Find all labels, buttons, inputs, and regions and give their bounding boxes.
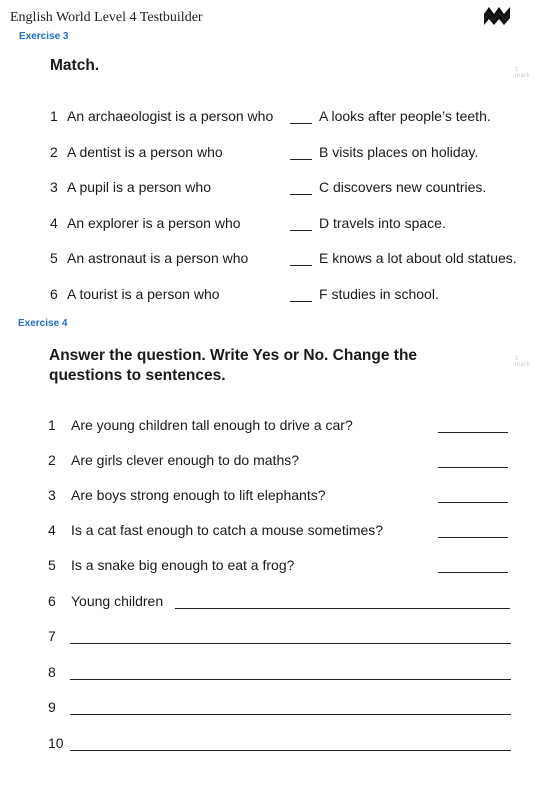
sentence-number: 8 [48,664,56,680]
match-row-number: 1 [50,108,58,124]
sentence-number: 7 [48,628,56,644]
question-number: 4 [48,522,56,538]
sentence-answer-line[interactable] [70,643,511,644]
match-answer-blank[interactable] [290,159,312,160]
question-text: Are young children tall enough to drive a car? [71,417,353,433]
exercise-4-label: Exercise 4 [18,318,68,329]
question-number: 3 [48,487,56,503]
question-number: 2 [48,452,56,468]
match-row-option: A looks after people’s teeth. [319,108,491,124]
exercise-4-instruction-line2: questions to sentences. [49,367,226,384]
publisher-logo-icon [484,5,510,25]
exercise-3-mark: 1 mark [515,67,531,79]
question-text: Are girls clever enough to do maths? [71,452,300,468]
question-number: 1 [48,417,56,433]
match-row-option: E knows a lot about old statues. [319,250,517,266]
match-row-number: 5 [50,250,58,266]
sentence-prompt: Young children [71,593,164,609]
match-row-number: 2 [50,144,58,160]
sentence-answer-line[interactable] [70,750,511,751]
question-text: Is a snake big enough to eat a frog? [71,557,295,573]
match-answer-blank[interactable] [290,301,312,302]
page-header-title: English World Level 4 Testbuilder [10,10,203,25]
sentence-number: 6 [48,593,56,609]
match-row-number: 4 [50,215,58,231]
sentence-answer-line[interactable] [175,608,510,609]
match-row-option: F studies in school. [319,286,439,302]
exercise-4-instruction-line1: Answer the question. Write Yes or No. Change the [49,347,418,364]
match-answer-blank[interactable] [290,123,312,124]
yes-no-answer-blank[interactable] [438,467,508,468]
match-row-stem: A tourist is a person who [67,286,220,302]
exercise-3-instruction: Match. [50,57,100,74]
match-row-stem: A dentist is a person who [67,144,223,160]
yes-no-answer-blank[interactable] [438,572,508,573]
match-answer-blank[interactable] [290,230,312,231]
match-row-stem: An astronaut is a person who [67,250,249,266]
match-row-stem: An archaeologist is a person who [67,108,274,124]
question-number: 5 [48,557,56,573]
match-row-number: 3 [50,179,58,195]
match-row-stem: A pupil is a person who [67,179,211,195]
yes-no-answer-blank[interactable] [438,502,508,503]
match-answer-blank[interactable] [290,265,312,266]
sentence-number: 9 [48,699,56,715]
exercise-3-label: Exercise 3 [19,31,69,42]
question-text: Are boys strong enough to lift elephants? [71,487,326,503]
sentence-number: 10 [48,735,64,751]
match-row-option: C discovers new countries. [319,179,487,195]
sentence-answer-line[interactable] [70,714,511,715]
match-row-stem: An explorer is a person who [67,215,241,231]
match-row-option: D travels into space. [319,215,446,231]
yes-no-answer-blank[interactable] [438,432,508,433]
yes-no-answer-blank[interactable] [438,537,508,538]
exercise-4-mark: 1 mark [515,356,531,368]
match-answer-blank[interactable] [290,194,312,195]
match-row-number: 6 [50,286,58,302]
question-text: Is a cat fast enough to catch a mouse sometimes? [71,522,384,538]
match-row-option: B visits places on holiday. [319,144,479,160]
sentence-answer-line[interactable] [70,679,511,680]
